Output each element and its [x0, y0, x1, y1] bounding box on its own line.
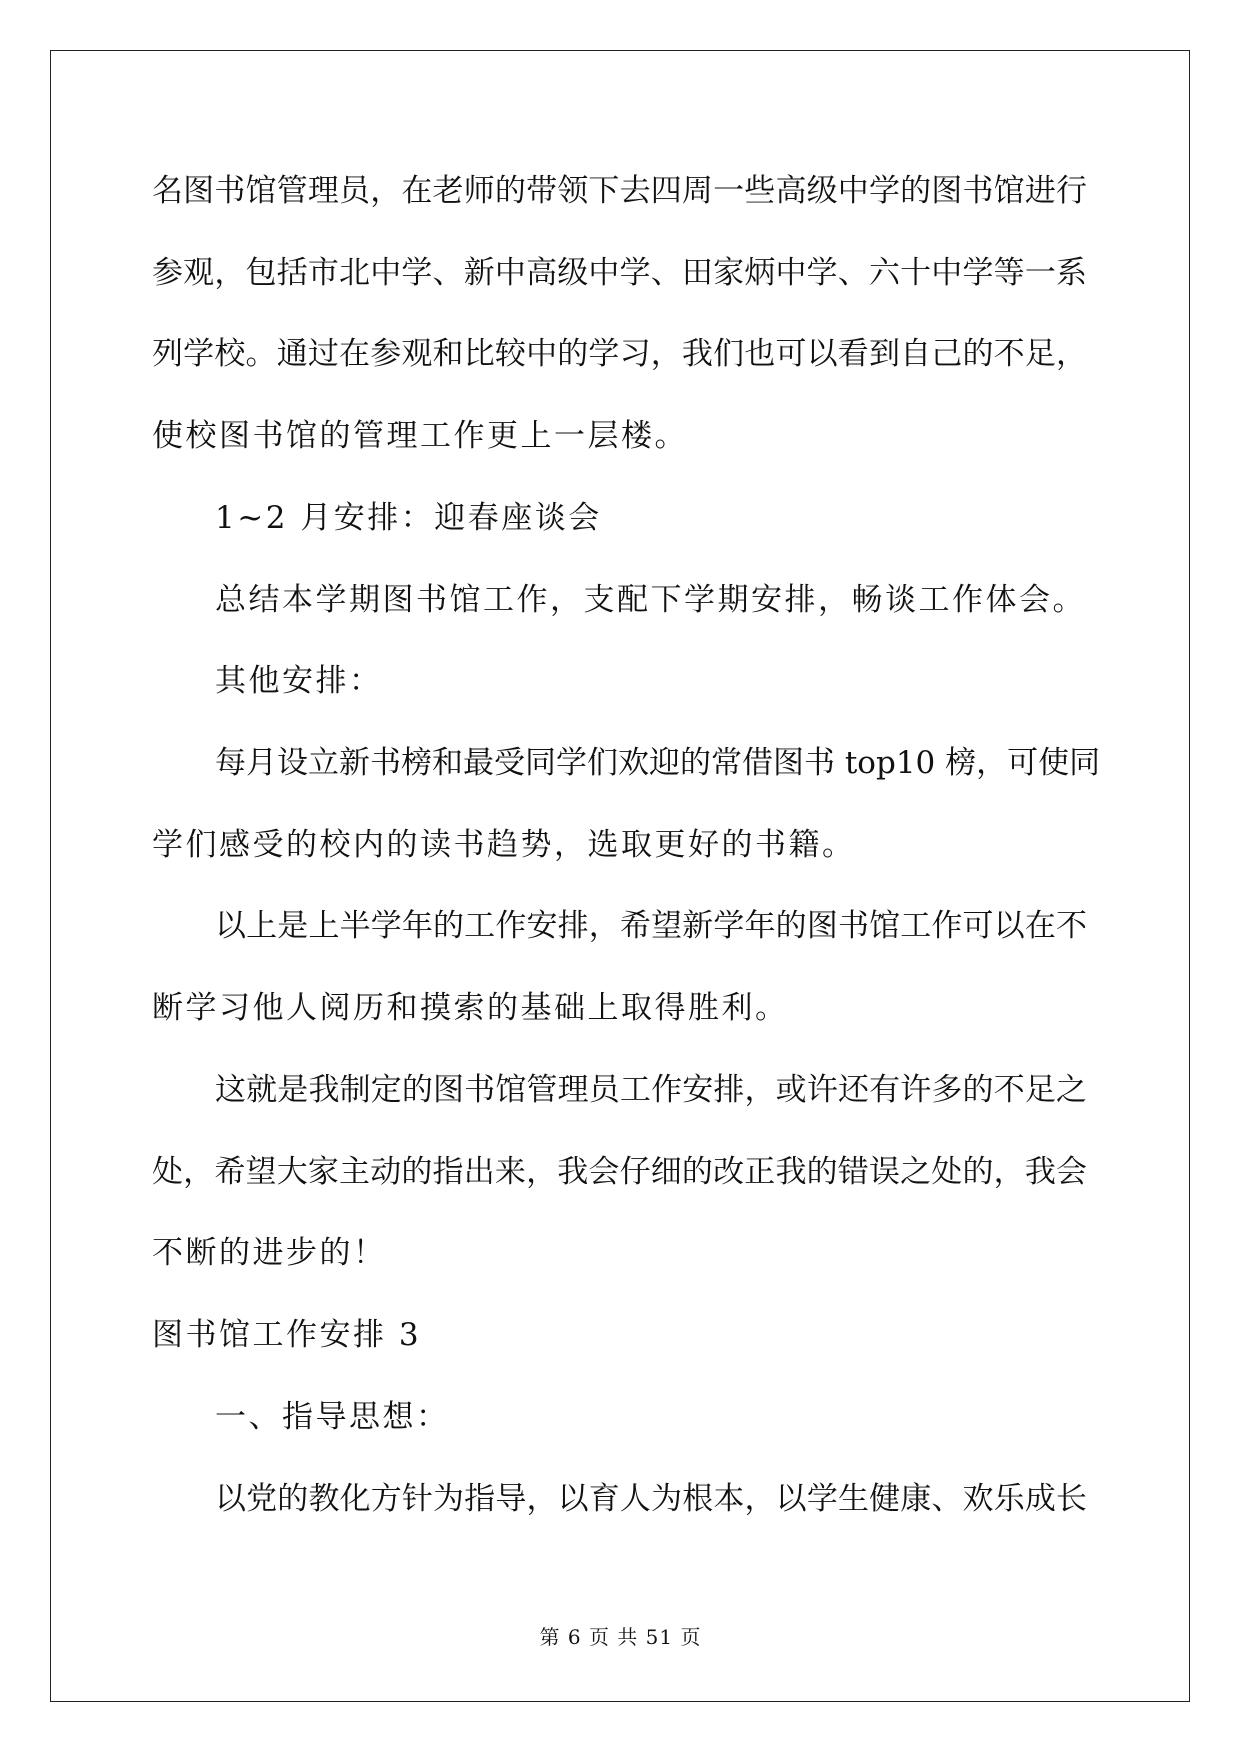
body-line: 学们感受的校内的读书趋势，选取更好的书籍。	[152, 827, 856, 863]
body-line: 断学习他人阅历和摸索的基础上取得胜利。	[152, 990, 789, 1026]
body-line: 以上是上半学年的工作安排，希望新学年的图书馆工作可以在不	[215, 908, 1087, 944]
section-heading: 1~2 月安排：迎春座谈会	[215, 500, 602, 536]
page-frame	[50, 50, 1190, 1702]
page-number: 第 6 页 共 51 页	[539, 1625, 702, 1649]
body-line: 使校图书馆的管理工作更上一层楼。	[152, 418, 688, 454]
body-line: 名图书馆管理员，在老师的带领下去四周一些高级中学的图书馆进行	[152, 173, 1087, 209]
document-title: 图书馆工作安排 3	[152, 1317, 422, 1353]
body-line: 不断的进步的！	[152, 1235, 387, 1271]
body-line: 这就是我制定的图书馆管理员工作安排，或许还有许多的不足之	[215, 1072, 1087, 1108]
body-line: 列学校。通过在参观和比较中的学习，我们也可以看到自己的不足，	[152, 336, 1087, 372]
section-heading: 一、指导思想：	[215, 1399, 450, 1435]
body-line: 总结本学期图书馆工作，支配下学期安排，畅谈工作体会。	[215, 582, 1086, 618]
body-line: 每月设立新书榜和最受同学们欢迎的常借图书 top10 榜，可使同	[215, 745, 1101, 781]
body-line: 参观，包括市北中学、新中高级中学、田家炳中学、六十中学等一系	[152, 255, 1087, 291]
section-heading: 其他安排：	[215, 663, 383, 699]
body-line: 以党的教化方针为指导，以育人为根本，以学生健康、欢乐成长	[215, 1481, 1087, 1517]
body-line: 处，希望大家主动的指出来，我会仔细的改正我的错误之处的，我会	[152, 1154, 1087, 1190]
